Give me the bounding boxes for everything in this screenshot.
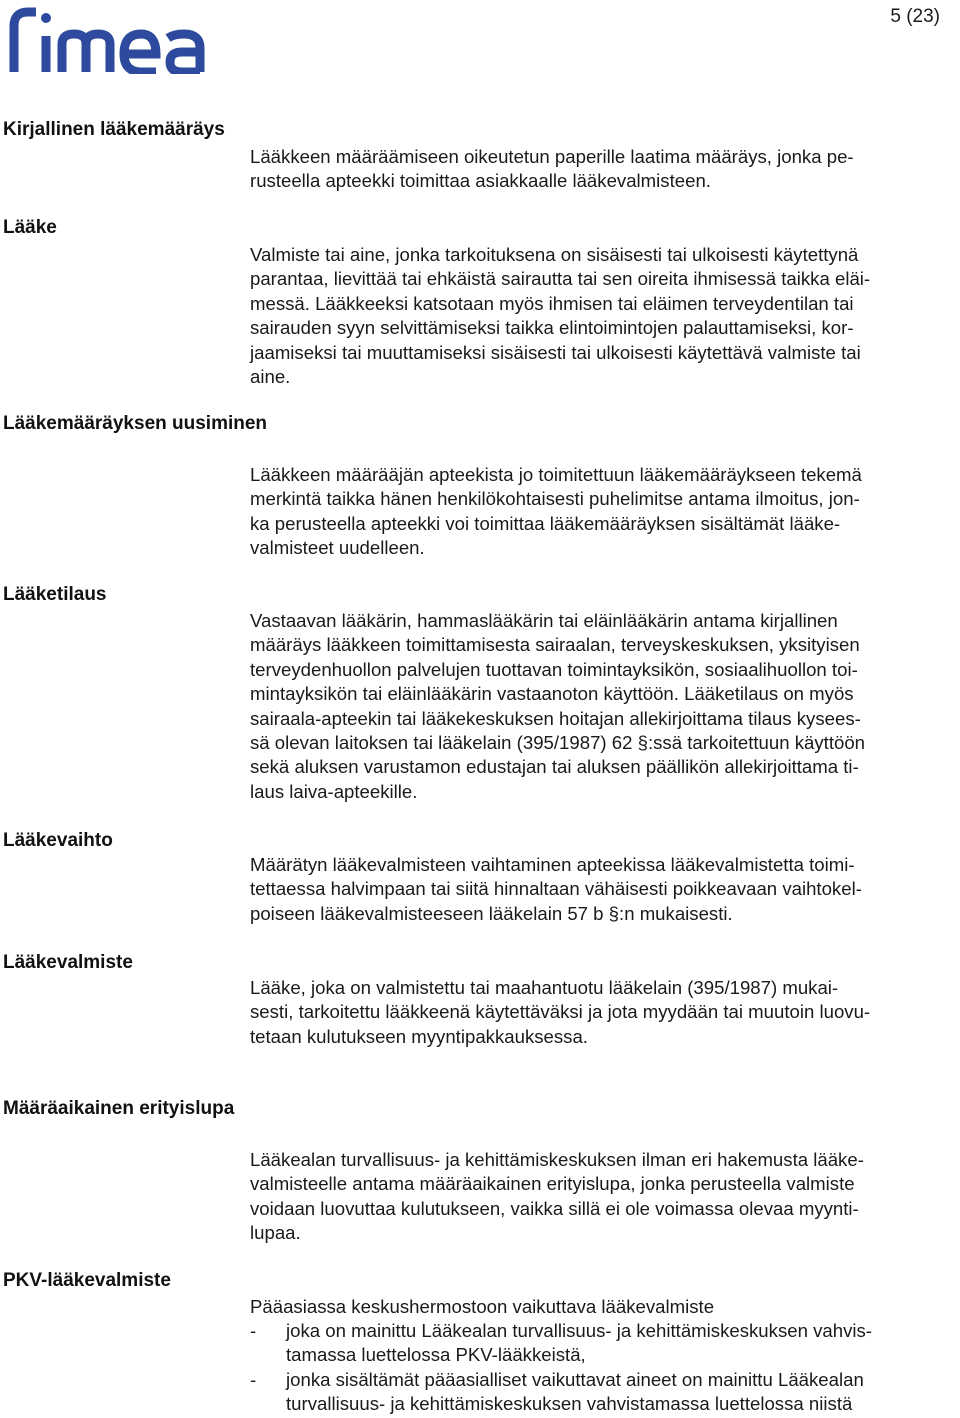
term-pkv-laakevalmiste: PKV-lääkevalmiste — [3, 1270, 171, 1291]
term-laake: Lääke — [3, 217, 57, 238]
list-item: - jonka sisältämät pääasialliset vaikuttavat aineet on mainittu Lääkealan turvallisuus- ja kehittämiskeskuksen vahvistamassa luettelossa niistä — [250, 1368, 864, 1415]
pkv-criteria-list — [250, 1319, 955, 1417]
term-laaketilaus: Lääketilaus — [3, 584, 107, 605]
term-laakemaarayksen-uusiminen: Lääkemääräyksen uusiminen — [3, 413, 268, 434]
page-number: 5 (23) — [890, 6, 940, 27]
term-maaraaikainen-erityislupa: Määräaikainen erityislupa — [3, 1098, 235, 1119]
definition-laakemaarayksen-uusiminen: Lääkkeen määrääjän apteekista jo toimitettuun lääkemääräykseen tekemä merkintä taikka hänen henkilökohtaisesti puhelimitse antama ilmoitus, jon- ka perusteella apteekki voi toimittaa lääkemääräyksen sisältämät lääke- valmisteet uudelleen. — [250, 464, 862, 559]
list-item: - joka on mainittu Lääkealan turvallisuus- ja kehittämiskeskuksen vahvis- tamassa luettelossa PKV-lääkkeistä, — [250, 1320, 872, 1366]
term-laakevaihto: Lääkevaihto — [3, 830, 113, 851]
term-laakevalmiste: Lääkevalmiste — [3, 952, 133, 973]
definition-laakevaihto: Määrätyn lääkevalmisteen vaihtaminen apteekissa lääkevalmistetta toimi- tettaessa halvimpaan tai siitä hinnaltaan vähäisesti poikkeavaan vaihtokel- poiseen lääkevalmisteeseen lääkelain 57 b §:n mukaisesti. — [250, 854, 862, 924]
definition-laake: Valmiste tai aine, jonka tarkoituksena on sisäisesti tai ulkoisesti käytettynä parantaa, lievittää tai ehkäistä sairautta tai sen oireita ihmisessä taikka eläi- messä. Lääkkeeksi katsotaan myös ihmisen tai eläimen terveydentilan tai sairauden syyn selvittämiseksi taikka elintoimintojen palauttamiseksi, kor- jaamiseksi tai muuttamiseksi sisäisesti tai ulkoisesti käytettävä valmiste tai aine. — [250, 244, 871, 388]
definition-laakevalmiste: Lääke, joka on valmistettu tai maahantuotu lääkelain (395/1987) mukai- sesti, tarkoitettu lääkkeenä käytettäväksi ja jota myydään tai muutoin luovu- tetaan kulutukseen myyntipakkauksessa. — [250, 977, 871, 1047]
definition-pkv-laakevalmiste: Pääasiassa keskushermostoon vaikuttava lääkevalmiste — [250, 1296, 715, 1317]
definition-kirjallinen-laakemaarays: Lääkkeen määräämiseen oikeutetun paperille laatima määräys, jonka pe- rusteella apteekki toimittaa asiakkaalle lääkevalmisteen. — [250, 146, 854, 192]
fimea-logo — [6, 4, 210, 74]
definition-laaketilaus: Vastaavan lääkärin, hammaslääkärin tai eläinlääkärin antama kirjallinen määräys lääkkeen toimittamisesta sairaalan, terveyskeskuksen, yksityisen terveydenhuollon palvelujen tuottavan toimintayksikön, sosiaalihuollon toi- mintayksikön tai eläinlääkärin vastaanoton käyttöön. Lääketilaus on myös sairaala-apteekin tai lääkekeskuksen hoitajan allekirjoittama tilaus kysees- sä olevan laitoksen tai lääkelain (395/1987) 62 §:ssä tarkoitettuun käyttöön sekä aluksen varustamon edustajan tai aluksen päällikön allekirjoittama ti- laus laiva-apteekille. — [250, 610, 866, 802]
term-kirjallinen-laakemaarays: Kirjallinen lääkemääräys — [3, 119, 225, 140]
definition-maaraaikainen-erityislupa: Lääkealan turvallisuus- ja kehittämiskeskuksen ilman eri hakemusta lääke- valmisteelle antama määräaikainen erityislupa, jonka perusteella valmiste voidaan luovuttaa kulutukseen, vaikka sillä ei ole voimassa olevaa myyntі- lupaa. — [250, 1149, 864, 1244]
